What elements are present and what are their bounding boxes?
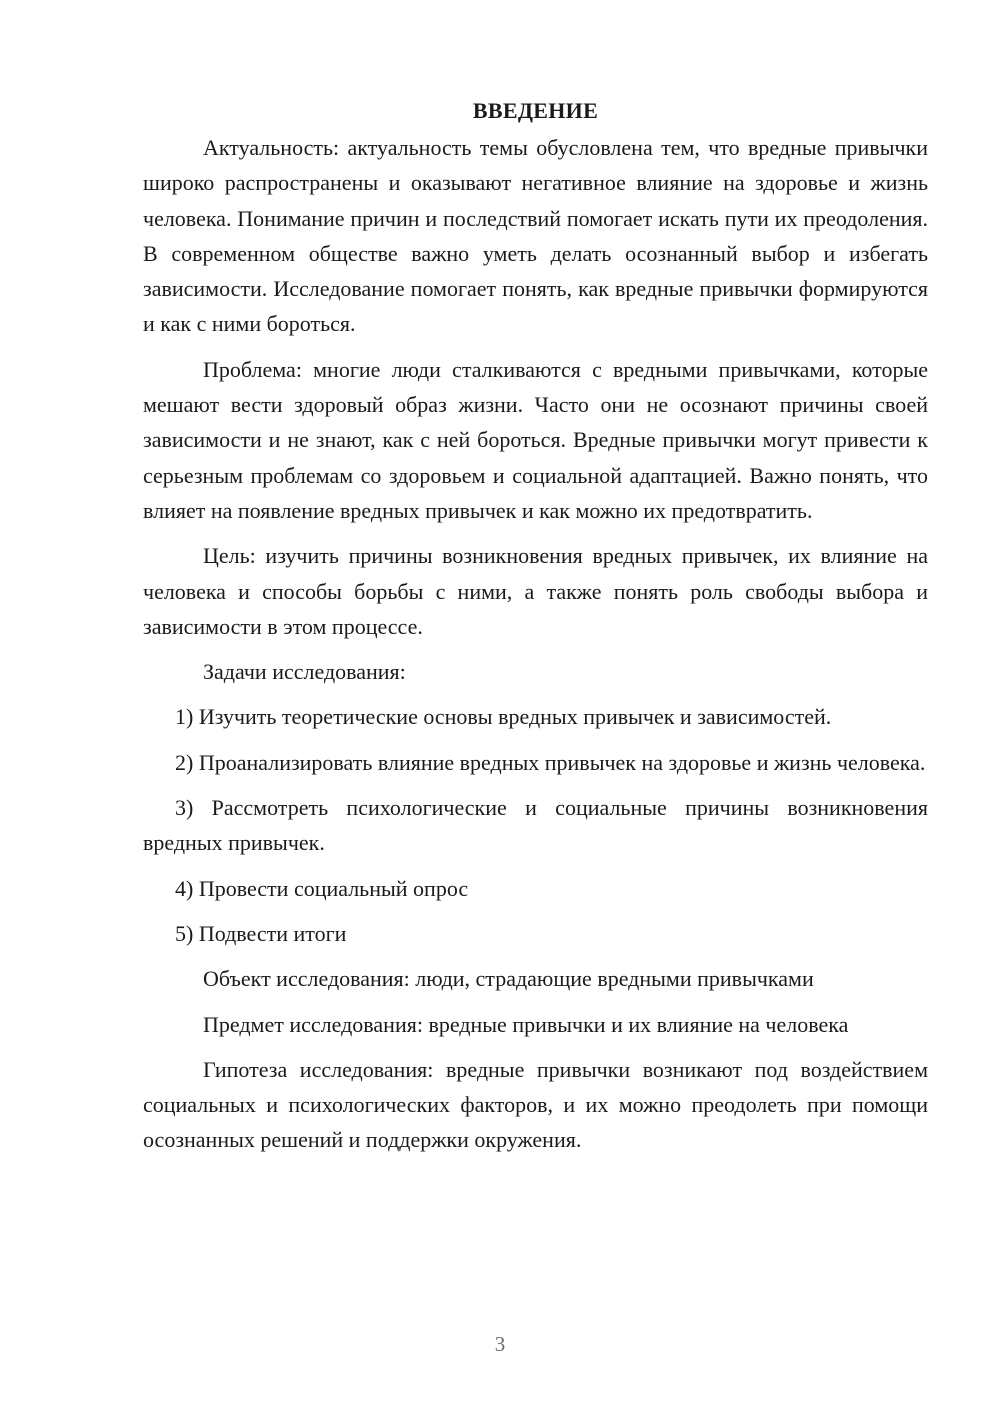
tasks-list [143, 699, 928, 951]
task-item-2: 2) Проанализировать влияние вредных привычек на здоровье и жизнь человека. [175, 749, 926, 775]
document-page [143, 93, 928, 1168]
relevance-paragraph: Актуальность: актуальность темы обусловлена тем, что вредные привычки широко распространены и оказывают негативное влияние на здоровье и жизнь человека. Понимание причин и последствий помогает искать пути их преодоления. В современном обществе важно уметь делать осознанный выбор и избегать зависимости. Исследование помогает понять, как вредные привычки формируются и как с ними бороться. [143, 135, 928, 337]
goal-paragraph: Цель: изучить причины возникновения вредных привычек, их влияние на человека и способы борьбы с ними, а также понять роль свободы выбора и зависимости в этом процессе. [143, 543, 928, 639]
document-title: ВВЕДЕНИЕ [472, 98, 599, 123]
task-item-5: 5) Подвести итоги [175, 920, 347, 946]
task-item-1: 1) Изучить теоретические основы вредных привычек и зависимостей. [175, 704, 832, 730]
tasks-heading: Задачи исследования: [203, 659, 406, 685]
hypothesis-paragraph: Гипотеза исследования: вредные привычки возникают под воздействием социальных и психологических факторов, и их можно преодолеть при помощи осознанных решений и поддержки окружения. [143, 1056, 928, 1153]
subject-paragraph: Предмет исследования: вредные привычки и их влияние на человека [203, 1011, 849, 1037]
problem-paragraph: Проблема: многие люди сталкиваются с вредными привычками, которые мешают вести здоровый образ жизни. Часто они не осознают причины своей зависимости и не знают, как с ней бороться. Вредные привычки могут привести к серьезным проблемам со здоровьем и социальной адаптацией. Важно понять, что влияет на появление вредных привычек и как можно их предотвратить. [143, 356, 928, 523]
object-paragraph: Объект исследования: люди, страдающие вредными привычками [203, 966, 814, 992]
page-number: 3 [494, 1332, 506, 1356]
task-item-4: 4) Провести социальный опрос [175, 875, 469, 901]
task-item-3: 3) Рассмотреть психологические и социальные причины возникновения вредных привычек. [143, 795, 928, 856]
